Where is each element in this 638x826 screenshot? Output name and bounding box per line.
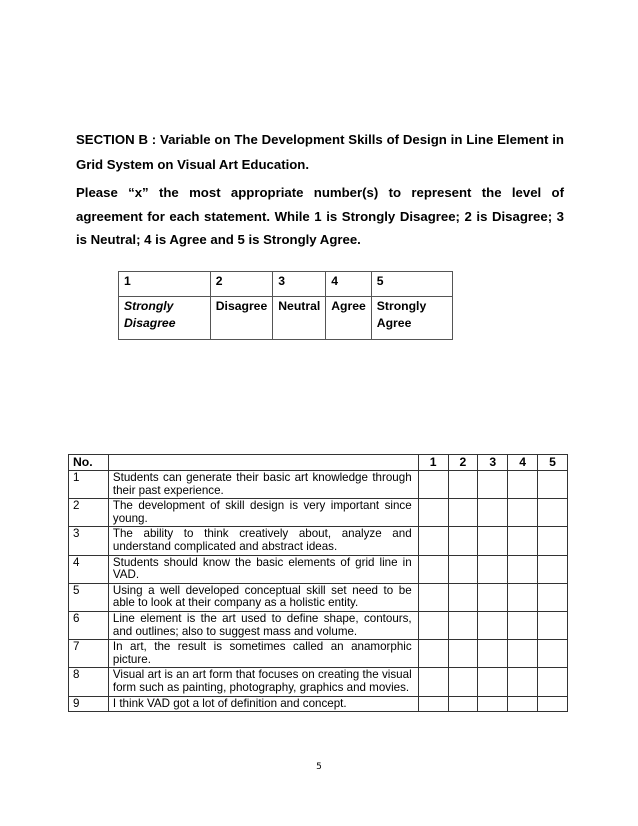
page-number: 5 bbox=[316, 762, 322, 772]
scale-label-neutral: Neutral bbox=[273, 297, 326, 340]
row-statement: In art, the result is sometimes called an anamorphic picture. bbox=[108, 640, 418, 668]
table-row bbox=[69, 611, 568, 639]
rating-cell[interactable] bbox=[448, 555, 478, 583]
table-row bbox=[69, 583, 568, 611]
scale-label-strongly-disagree: Strongly Disagree bbox=[119, 297, 211, 340]
rating-cell[interactable] bbox=[448, 471, 478, 499]
survey-header-row bbox=[69, 455, 568, 471]
row-number: 3 bbox=[69, 527, 109, 555]
row-number: 5 bbox=[69, 583, 109, 611]
rating-cell[interactable] bbox=[418, 668, 448, 696]
rating-cell[interactable] bbox=[538, 583, 568, 611]
row-statement: Using a well developed conceptual skill set need to be able to look at their company as a holistic entity. bbox=[108, 583, 418, 611]
rating-cell[interactable] bbox=[478, 668, 508, 696]
rating-cell[interactable] bbox=[508, 640, 538, 668]
table-row bbox=[69, 640, 568, 668]
header-rating: 1 bbox=[418, 455, 448, 471]
rating-cell[interactable] bbox=[448, 611, 478, 639]
table-row bbox=[69, 527, 568, 555]
header-statement bbox=[108, 455, 418, 471]
header-rating: 3 bbox=[478, 455, 508, 471]
row-statement: The ability to think creatively about, analyze and understand complicated and abstract ideas. bbox=[108, 527, 418, 555]
rating-cell[interactable] bbox=[508, 555, 538, 583]
header-rating: 4 bbox=[508, 455, 538, 471]
rating-cell[interactable] bbox=[448, 499, 478, 527]
rating-cell[interactable] bbox=[538, 527, 568, 555]
rating-cell[interactable] bbox=[508, 668, 538, 696]
row-number: 1 bbox=[69, 471, 109, 499]
rating-cell[interactable] bbox=[478, 611, 508, 639]
rating-cell[interactable] bbox=[448, 640, 478, 668]
rating-cell[interactable] bbox=[538, 499, 568, 527]
survey-table bbox=[68, 454, 568, 712]
rating-cell[interactable] bbox=[418, 640, 448, 668]
rating-cell[interactable] bbox=[418, 583, 448, 611]
scale-label-agree: Agree bbox=[326, 297, 372, 340]
rating-cell[interactable] bbox=[418, 527, 448, 555]
rating-cell[interactable] bbox=[478, 471, 508, 499]
row-statement: Line element is the art used to define shape, contours, and outlines; also to suggest mass and volume. bbox=[108, 611, 418, 639]
rating-cell[interactable] bbox=[508, 696, 538, 712]
table-row bbox=[69, 668, 568, 696]
rating-cell[interactable] bbox=[448, 668, 478, 696]
row-statement: I think VAD got a lot of definition and concept. bbox=[108, 696, 418, 712]
row-number: 9 bbox=[69, 696, 109, 712]
rating-cell[interactable] bbox=[538, 471, 568, 499]
row-number: 2 bbox=[69, 499, 109, 527]
table-row bbox=[69, 471, 568, 499]
rating-cell[interactable] bbox=[418, 611, 448, 639]
section-heading: SECTION B : Variable on The Development Skills of Design in Line Element in Grid System on Visual Art Education. bbox=[76, 132, 564, 172]
rating-cell[interactable] bbox=[478, 527, 508, 555]
rating-cell[interactable] bbox=[448, 696, 478, 712]
table-row bbox=[69, 555, 568, 583]
table-row bbox=[69, 696, 568, 712]
row-number: 4 bbox=[69, 555, 109, 583]
scale-number: 3 bbox=[273, 272, 326, 297]
rating-cell[interactable] bbox=[508, 499, 538, 527]
scale-number: 1 bbox=[119, 272, 211, 297]
rating-cell[interactable] bbox=[418, 471, 448, 499]
rating-cell[interactable] bbox=[508, 527, 538, 555]
row-statement: Students should know the basic elements of grid line in VAD. bbox=[108, 555, 418, 583]
rating-cell[interactable] bbox=[448, 583, 478, 611]
agreement-scale-table bbox=[118, 271, 453, 340]
rating-cell[interactable] bbox=[418, 696, 448, 712]
rating-cell[interactable] bbox=[538, 640, 568, 668]
rating-cell[interactable] bbox=[418, 499, 448, 527]
rating-cell[interactable] bbox=[538, 668, 568, 696]
scale-label-strongly-agree: Strongly Agree bbox=[371, 297, 452, 340]
scale-number: 5 bbox=[371, 272, 452, 297]
instructions-paragraph: Please “x” the most appropriate number(s) to represent the level of agreement for each statement. While 1 is Strongly Disagree; 2 is Disagree; 3 is Neutral; 4 is Agree and 5 is Strongly Agree. bbox=[76, 185, 564, 247]
rating-cell[interactable] bbox=[478, 583, 508, 611]
rating-cell[interactable] bbox=[478, 555, 508, 583]
rating-cell[interactable] bbox=[478, 499, 508, 527]
scale-label-disagree: Disagree bbox=[210, 297, 273, 340]
row-number: 8 bbox=[69, 668, 109, 696]
table-row bbox=[69, 499, 568, 527]
rating-cell[interactable] bbox=[508, 583, 538, 611]
row-statement: Students can generate their basic art knowledge through their past experience. bbox=[108, 471, 418, 499]
header-no: No. bbox=[69, 455, 109, 471]
rating-cell[interactable] bbox=[538, 611, 568, 639]
header-rating: 2 bbox=[448, 455, 478, 471]
row-number: 6 bbox=[69, 611, 109, 639]
rating-cell[interactable] bbox=[478, 640, 508, 668]
survey-table-body bbox=[69, 455, 568, 712]
rating-cell[interactable] bbox=[508, 611, 538, 639]
rating-cell[interactable] bbox=[538, 696, 568, 712]
row-statement: Visual art is an art form that focuses on creating the visual form such as painting, photography, graphics and movies. bbox=[108, 668, 418, 696]
rating-cell[interactable] bbox=[418, 555, 448, 583]
header-rating: 5 bbox=[538, 455, 568, 471]
scale-number: 4 bbox=[326, 272, 372, 297]
row-number: 7 bbox=[69, 640, 109, 668]
row-statement: The development of skill design is very important since young. bbox=[108, 499, 418, 527]
rating-cell[interactable] bbox=[538, 555, 568, 583]
rating-cell[interactable] bbox=[508, 471, 538, 499]
rating-cell[interactable] bbox=[478, 696, 508, 712]
scale-number: 2 bbox=[210, 272, 273, 297]
rating-cell[interactable] bbox=[448, 527, 478, 555]
